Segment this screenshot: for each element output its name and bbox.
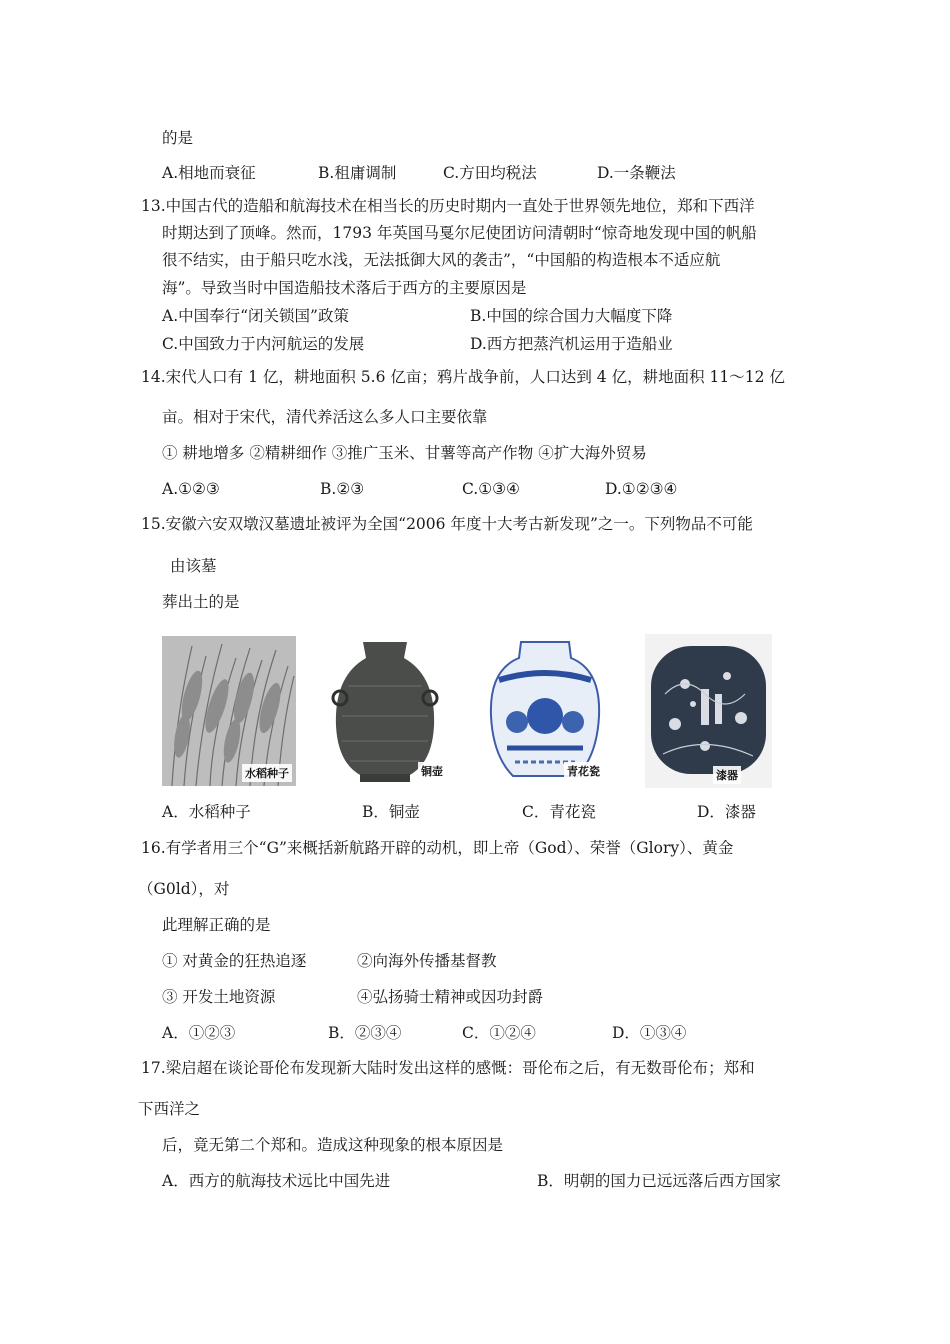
q17-option-b: B．明朝的国力已远远落后西方国家 [537,1172,781,1190]
q13-option-d: D.西方把蒸汽机运用于造船业 [470,335,673,353]
q13-line-1: 13.中国古代的造船和航海技术在相当长的历史时期内一直处于世界领先地位，郑和下西洋 [141,197,755,215]
q16-choice-1: ① 对黄金的狂热追逐 [162,952,307,970]
q13-option-c: C.中国致力于内河航运的发展 [162,335,365,353]
rice-seed-image [162,636,296,786]
q14-option-d: D.①②③④ [605,480,678,498]
q12-tail: 的是 [162,129,194,147]
q14-line-1: 14.宋代人口有 1 亿，耕地面积 5.6 亿亩；鸦片战争前，人口达到 4 亿，耕地面积 11～12 亿 [141,368,785,386]
q15-option-c: C．青花瓷 [522,803,596,821]
q17-line-3: 后，竟无第二个郑和。造成这种现象的根本原因是 [162,1136,504,1154]
rice-seed-caption: 水稻种子 [242,764,292,782]
lacquerware-caption: 漆器 [713,766,741,784]
q17-line-2: 下西洋之 [138,1100,201,1118]
q14-choices: ① 耕地增多 ②精耕细作 ③推广玉米、甘薯等高产作物 ④扩大海外贸易 [162,444,647,462]
q16-choice-3: ③ 开发土地资源 [162,988,276,1006]
q16-option-b: B．②③④ [328,1024,402,1042]
q12-option-b: B.租庸调制 [318,164,397,182]
q16-option-c: C．①②④ [462,1024,536,1042]
q17-option-a: A．西方的航海技术远比中国先进 [162,1172,391,1190]
q15-option-d: D．漆器 [697,803,756,821]
q15-line-2: 由该墓 [170,557,217,575]
q14-option-a: A.①②③ [162,480,220,498]
q14-option-c: C.①③④ [462,480,520,498]
lacquer-box-drawing [645,634,772,788]
q14-option-b: B.②③ [320,480,365,498]
q13-line-2: 时期达到了顶峰。然而，1793 年英国马戛尔尼使团访问清朝时“惊奇地发现中国的帆船 [162,224,757,242]
q16-line-3: 此理解正确的是 [162,916,271,934]
q16-option-d: D．①③④ [612,1024,687,1042]
q15-option-b: B．铜壶 [362,803,420,821]
bronze-pot-caption: 铜壶 [418,762,446,780]
q15-line-1: 15.安徽六安双墩汉墓遗址被评为全国“2006 年度十大考古新发现”之一。下列物品不可能 [141,515,753,533]
q17-line-1: 17.梁启超在谈论哥伦布发现新大陆时发出这样的感慨：哥伦布之后，有无数哥伦布；郑和 [141,1059,755,1077]
q13-option-b: B.中国的综合国力大幅度下降 [470,307,673,325]
q13-line-3: 很不结实，由于船只吃水浅，无法抵御大风的袭击”，“中国船的构造根本不适应航 [162,251,721,269]
bronze-pot-image [318,636,452,786]
porcelain-caption: 青花瓷 [564,762,603,780]
q12-option-d: D.一条鞭法 [597,164,676,182]
q14-line-2: 亩。相对于宋代，清代养活这么多人口主要依靠 [162,408,488,426]
q16-choice-4: ④弘扬骑士精神或因功封爵 [357,988,544,1006]
lacquerware-image [645,634,772,788]
q12-option-a: A.相地而衰征 [162,164,256,182]
q15-line-3: 葬出土的是 [162,593,240,611]
q12-option-c: C.方田均税法 [443,164,537,182]
q15-option-a: A．水稻种子 [162,803,251,821]
q16-line-2: （G0ld），对 [138,880,230,898]
q13-line-4: 海”。导致当时中国造船技术落后于西方的主要原因是 [162,279,527,297]
q16-choice-2: ②向海外传播基督教 [357,952,497,970]
blue-white-porcelain-image [485,636,605,786]
q16-option-a: A．①②③ [162,1024,236,1042]
q16-line-1: 16.有学者用三个“G”来概括新航路开辟的动机，即上帝（God）、荣誉（Glory）、黄金 [141,839,734,857]
q13-option-a: A.中国奉行“闭关锁国”政策 [162,307,349,325]
